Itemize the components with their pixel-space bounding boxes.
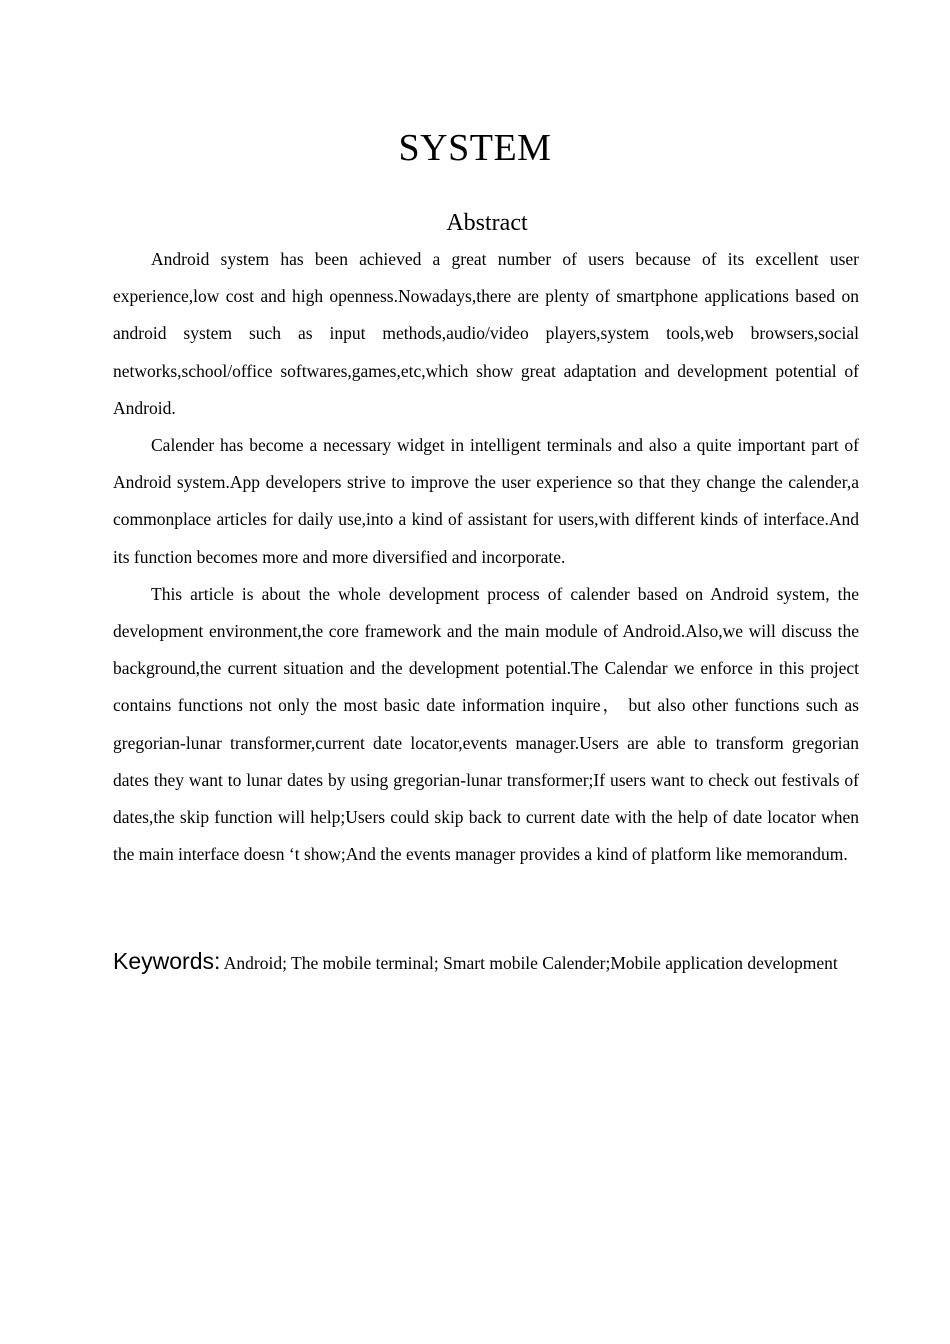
keywords-label: Keywords:	[113, 948, 221, 974]
keywords-line	[113, 943, 859, 982]
keywords-text: Android; The mobile terminal; Smart mobile Calender;Mobile application development	[223, 953, 838, 973]
abstract-heading: Abstract	[446, 210, 528, 236]
abstract-paragraph: Calender has become a necessary widget in intelligent terminals and also a quite important part of Android system.App developers strive to improve the user experience so that they change the calender,a commonplace articles for daily use,into a kind of assistant for users,with different kinds of interface.And its function becomes more and more diversified and incorporate.	[113, 435, 859, 567]
abstract-body	[113, 241, 859, 873]
document-title: SYSTEM	[398, 127, 552, 169]
abstract-paragraph: This article is about the whole development process of calender based on Android system, the development environment,the core framework and the main module of Android.Also,we will discuss the background,the current situation and the development potential.The Calendar we enforce in this project contains functions not only the most basic date information inquire， but also other functions such as gregorian-lunar transformer,current date locator,events manager.Users are able to transform gregorian dates they want to lunar dates by using gregorian-lunar transformer;If users want to check out festivals of dates,the skip function will help;Users could skip back to current date with the help of date locator when the main interface doesn ‘t show;And the events manager provides a kind of platform like memorandum.	[113, 583, 859, 865]
abstract-paragraph: Android system has been achieved a great number of users because of its excellent user experience,low cost and high openness.Nowadays,there are plenty of smartphone applications based on android system such as input methods,audio/video players,system tools,web browsers,social networks,school/office softwares,games,etc,which show great adaptation and development potential of Android.	[113, 249, 859, 418]
